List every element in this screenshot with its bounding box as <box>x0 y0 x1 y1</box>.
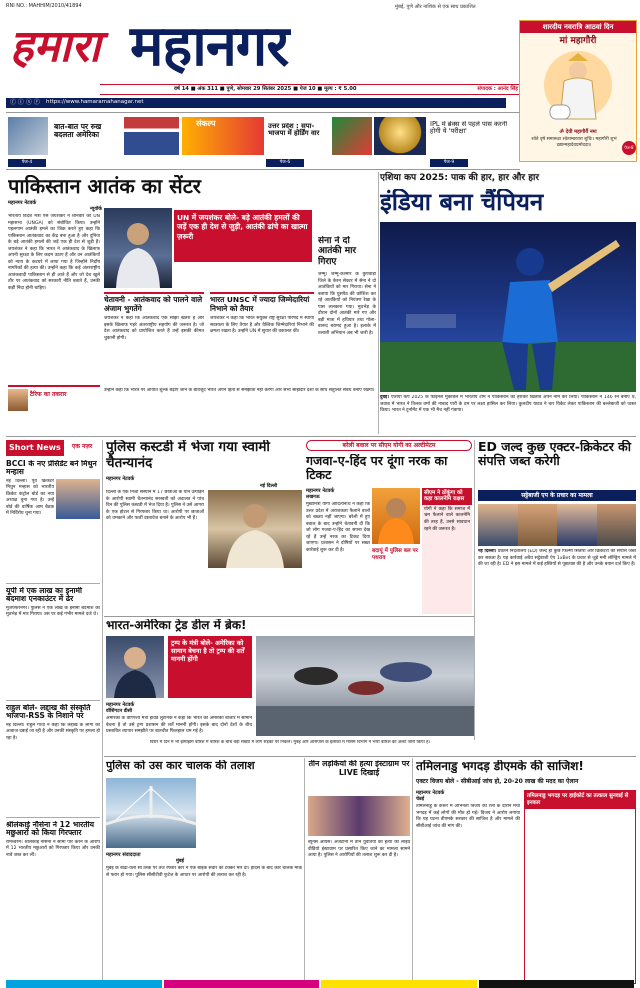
section-rule-2 <box>104 616 474 617</box>
registration-mark <box>0 980 640 988</box>
divider <box>6 700 100 701</box>
teaser-1[interactable] <box>6 115 181 167</box>
tariff-body: उन्होंने कहा कि भारत पर आयात शुल्क बढ़ाए जाने के बावजूद भारत अपने हितों से समझौता नहीं करेगा और सभी साझेदार देशों के साथ संतुलित संबंध बनाए रखेगा। <box>104 388 375 393</box>
bareilly-inset-body: योगी ने कहा कि समाज में भ्रम फैलाने वाले कालनेमि की तरह हैं, उनसे सावधान रहने की जरूरत है। <box>424 506 470 532</box>
teaser-1-page: पेज-4 <box>8 159 46 167</box>
car-body: मुंबई के बांद्रा-वर्ली सी लिंक पर तेज रफ्तार कार ने एक बाइक सवार को टक्कर मार दी। हादसे के बाद कार चालक मौके से फरार हो गया। पुलिस सीसीटीवी फुटेज के आधार पर आरोपी की तलाश कर रही है। <box>106 866 302 878</box>
editor-credit: संपादक : आनंद सिंह <box>477 86 518 92</box>
batsman-illustration <box>380 222 636 392</box>
car-headline: पुलिस को उस कार चालक की तलाश <box>106 760 255 772</box>
trade-body-col-2 <box>186 702 252 738</box>
divider <box>6 817 100 818</box>
trophy-image <box>374 117 426 155</box>
teaser-2-hoarding <box>182 117 264 155</box>
navratri-box <box>519 20 637 162</box>
sport-body <box>380 395 636 435</box>
person-silhouette <box>372 488 420 544</box>
sealink-photo <box>106 778 196 848</box>
navratri-title: शारदीय नवरात्रि आठवां दिन <box>520 21 636 33</box>
teaser-1-image <box>8 117 48 155</box>
army-subhead: सेना ने दो आतंकी मार गिराए <box>318 236 357 267</box>
live-body: ब्यूनस आयर्स। अर्जेंटीना में तीन युवतियों की हत्या का लाइव वीडियो इंस्टाग्राम पर प्रसारित किए जाने का मामला सामने आया है। पुलिस ने आरोपियों की तलाश शुरू कर दी है। <box>308 840 410 859</box>
jaishankar-photo <box>104 208 172 288</box>
tn-headline: तमिलनाडु भगदड़ डीएमके की साजिश! <box>416 760 584 773</box>
teaser-2-image-2 <box>332 117 372 155</box>
tariff-box <box>8 385 100 433</box>
teaser-1-image-2 <box>124 117 179 155</box>
short-news-header <box>6 440 102 456</box>
rain-scene <box>256 636 474 736</box>
short-news-body: रामेश्वरम। श्रीलंकाई नौसेना ने सीमा पार करने के आरोप में 12 भारतीय मछुआरों को गिरफ्तार किया और उनकी नावें जब्त कर लीं। <box>6 839 100 858</box>
lead-headline: पाकिस्तान आतंक का सेंटर <box>8 175 201 197</box>
teaser-2-text: उत्तर प्रदेश : सपा-भाजपा में होर्डिंग वार <box>268 123 320 138</box>
lead-quote: UN में जयशंकर बोले- बड़े आतंकी हमलों की जड़ें एक ही देश से जुड़ी, आतंकी ढांचे का खात्मा ज़रूरी <box>174 210 312 262</box>
sport-headline: इंडिया बना चैंपियन <box>380 189 544 216</box>
yogi-photo <box>372 488 420 544</box>
divider <box>6 583 100 584</box>
ed-banner-text: सट्टेबाजी एप के प्रचार का मामला <box>521 492 593 499</box>
short-news-photo <box>56 479 100 519</box>
ed-photo-4 <box>597 504 637 546</box>
tn-inset-head: तमिलनाडु भगदड़ पर हाईकोर्ट का तत्काल सुनवाई से इनकार <box>525 791 635 809</box>
bareilly-headline: गजवा-ए-हिंद पर दूंगा नरक का टिकट <box>306 454 448 482</box>
page-tag: पेज-8 <box>622 141 636 155</box>
tn-kicker: एक्टर विजय बोले - सीबीआई जांच हो, 20-20 लाख की मदद का ऐलान <box>416 778 579 785</box>
short-news-head: BCCI के नए प्रेसिडेंट बने मिथुन मन्हास <box>6 460 97 477</box>
column-divider <box>102 440 103 984</box>
ed-dateline: नई दिल्ली। <box>478 549 497 554</box>
lead-dateline: न्यूयॉर्क <box>90 207 102 212</box>
sport-dateline: दुबई। <box>380 395 390 400</box>
short-news-item[interactable] <box>6 587 100 697</box>
bareilly-dateline: लखनऊ <box>306 495 320 500</box>
social-icons: ⓕ Ⓘ ⓧ ⓨ <box>10 99 40 106</box>
bareilly-body: मुख्यमंत्री योगी आदित्यनाथ ने कहा कि उत्तर प्रदेश में अराजकता फैलाने वालों को बख्शा नहीं जाएगा। बरेली में हुए बवाल के बाद उन्होंने चेतावनी दी कि जो लोग गजवा-ए-हिंद का सपना देख रहे हैं उन्हें नरक का टिकट दिया जाएगा। प्रशासन ने दोषियों पर सख्त कार्रवाई शुरू कर दी है। <box>306 502 370 553</box>
short-news-item[interactable] <box>6 704 100 814</box>
person-silhouette <box>104 208 172 288</box>
short-news-label-2: एक नज़र <box>72 443 93 450</box>
live-headline-box <box>308 760 410 792</box>
custody-byline: महानगर नेटवर्क <box>106 476 135 482</box>
registration-cyan <box>6 980 162 988</box>
teaser-2-hoarding-label: संकल्प <box>196 119 216 128</box>
tn-body: तमिलनाडु के करूर में अभिनेता विजय की रैली के दौरान मची भगदड़ में कई लोगों की मौत हो गई। विजय ने आरोप लगाया कि यह घटना डीएमके सरकार की साजिश है और मामले की सीबीआई जांच की मांग की। <box>416 804 520 829</box>
sport-body-text: एशिया कप 2025 के फाइनल मुकाबले में भारतीय टीम ने पाकिस्तान को हराकर खिताब अपने नाम कर लिया। पाकिस्तान ने 146 रन बनाए थे, जवाब में भारत ने तिलक वर्मा की नाबाद पारी के दम पर लक्ष्य हासिल कर लिया। कुलदीप यादव ने चार विकेट लेकर पाकिस्तान की बल्लेबाजी को ध्वस्त किया। भारत ने टूर्नामेंट में एक भी मैच नहीं गंवाया। <box>380 395 636 414</box>
registration-magenta <box>164 980 320 988</box>
section-rule-1 <box>6 436 636 437</box>
registration-black <box>479 980 635 988</box>
masthead-tagline: मुंबई, पुणे और नाशिक से एक साथ प्रकाशित <box>395 4 476 10</box>
custody-dateline: नई दिल्ली <box>260 484 278 489</box>
teaser-1-text: बात-बात पर रुख बदलता अमेरिका <box>54 123 102 140</box>
trump-photo <box>8 389 28 411</box>
logo-part-2: महानगर <box>130 14 289 79</box>
lutnick-photo <box>106 636 164 698</box>
live-headline: तीन लड़कियों की हत्या इंस्टाग्राम पर LIVE दिखाई <box>308 760 410 777</box>
ed-photo-2 <box>518 504 558 546</box>
short-news-head: यूपी में एक लाख का इनामी बदमाश एनकाउंटर में ढेर <box>6 587 83 604</box>
short-news-list <box>6 460 100 985</box>
car-body-col-2 <box>200 778 302 848</box>
website-bar <box>6 98 506 108</box>
logo-part-1: हमारा <box>10 21 101 72</box>
short-news-head: श्रीलंकाई नौसेना ने 12 भारतीय मछुआरों को किया गिरफ्तार <box>6 821 94 838</box>
bareilly-kicker-text: बरेली बवाल पर सीएम योगी का अल्टीमेटम <box>342 442 436 449</box>
logo <box>10 12 435 82</box>
trade-dateline: वॉशिंगटन डीसी <box>106 709 133 714</box>
issue-info: वर्ष 14 ■ अंक 311 ■ पुणे, सोमवार 29 सितंबर 2025 ■ पेज 10 ■ मूल्य : ₹ 5.00 <box>174 86 357 92</box>
bareilly-sub: बदायूं में पुलिस बल पर पथराव <box>372 548 418 561</box>
tn-dateline: चेन्नई <box>416 797 425 802</box>
website-link[interactable]: https://www.hamaramahanagar.net <box>46 99 144 105</box>
sport-kicker <box>380 172 636 186</box>
lead-byline: महानगर नेटवर्क <box>8 200 37 206</box>
goddess-illustration <box>538 47 618 127</box>
person-silhouette <box>208 490 302 568</box>
registration-yellow <box>321 980 477 988</box>
short-news-body: नई दिल्ली। पूर्व क्रिकेटर मिथुन मन्हास को भारतीय क्रिकेट कंट्रोल बोर्ड का नया अध्यक्ष चुना गया है। उन्हें बोर्ड की वार्षिक आम बैठक में निर्विरोध चुना गया। <box>6 478 54 517</box>
mantra-text: श्वेते वृषे समारूढा श्वेताम्बरधरा शुचिः। महागौरी शुभं दद्यान्महादेवप्रमोददा॥ <box>531 137 617 149</box>
bareilly-byline: महानगर नेटवर्क <box>306 488 335 494</box>
car-dateline: मुंबई <box>176 859 184 864</box>
tn-inset-body <box>525 809 635 959</box>
trade-headline: भारत-अमेरिका ट्रेड डील में ब्रेक! <box>106 619 247 632</box>
short-news-body: नई दिल्ली। राहुल गांधी ने कहा कि लद्दाख के लोगों की आवाज दबाई जा रही है और उनकी संस्कृति पर हमला हो रहा है। <box>6 722 100 741</box>
bareilly-kicker <box>306 440 472 451</box>
bareilly-inset <box>422 488 472 614</box>
ed-photo-strip <box>478 504 636 546</box>
sport-kicker-text: एशिया कप 2025: पाक की हार, हार और हार <box>380 173 539 183</box>
trade-byline: महानगर नेटवर्क <box>106 702 135 708</box>
short-news-body: मुजफ्फरनगर। पुलिस ने एक लाख के इनामी बदमाश को मुठभेड़ में मार गिराया। उस पर कई गंभीर मामले दर्ज थे। <box>6 605 100 618</box>
ed-headline: ED जल्द कुछ एक्टर-क्रिकेटर की संपत्ति जब्त करेगी <box>478 440 631 468</box>
section-rule-3 <box>104 756 636 757</box>
short-news-label: Short News <box>6 440 64 456</box>
mantra-label: ॐ देवी महागौर्यै नमः <box>559 129 597 135</box>
custody-headline: पुलिस कस्टडी में भेजा गया स्वामी चैतन्यानंद <box>106 440 270 471</box>
trade-body: अमेरिका के वाणिज्य मंत्री हॉवर्ड लुटनिक ने कहा कि भारत को अमेरिकी बाजार में सामान बेचना है तो उसे ट्रम्प प्रशासन की शर्तें माननी होंगी। इसके बाद दोनों देशों के बीच प्रस्तावित व्यापार समझौते पर बातचीत फिलहाल थम गई है। <box>106 716 252 735</box>
teaser-3-page: पेज-9 <box>430 159 468 167</box>
ed-body-text: प्रवर्तन निदेशालय (ED) जल्द ही कुछ फिल्मी सितारों और क्रिकेटरों की संपत्ति जब्त कर सकता है। यह कार्रवाई अवैध सट्टेबाजी ऐप 1xBet के प्रचार से जुड़े मनी लॉन्ड्रिंग मामले में की जा रही है। ED ने इस मामले में कई हस्तियों से पूछताछ की है और उनके बयान दर्ज किए हैं। <box>478 549 636 568</box>
ed-body <box>478 549 636 739</box>
teaser-2[interactable] <box>182 115 372 167</box>
navratri-deity: मां महागौरी <box>559 36 597 46</box>
custody-photo <box>208 490 302 568</box>
teaser-2-page: पेज-6 <box>266 159 304 167</box>
army-body: जम्मू। जम्मू-कश्मीर के कुपवाड़ा जिले के केरन सेक्टर में सेना ने दो आतंकियों को मार गिराया। सेना ने बताया कि घुसपैठ की कोशिश कर रहे आतंकियों को नियंत्रण रेखा के पास ललकारा गया। मुठभेड़ के दौरान दोनों आतंकी मारे गए और बड़ी मात्रा में हथियार तथा गोला-बारूद बरामद हुआ है। इलाके में तलाशी अभियान अब भी जारी है। <box>318 272 376 336</box>
person-silhouette <box>106 636 164 698</box>
column-divider <box>474 440 475 740</box>
teaser-3[interactable] <box>374 115 520 167</box>
cricket-photo <box>380 222 636 392</box>
ed-photo-1 <box>478 504 518 546</box>
rain-photo <box>256 636 474 736</box>
teaser-3-text: IPL में ब्रेक्स से पहले पास करनी होगी ये 'परीक्षा' <box>430 121 508 136</box>
unsc-body: जयशंकर ने कहा कि भारत संयुक्त राष्ट्र सुरक्षा परिषद में स्थायी सदस्यता के लिए तैयार है और वैश्विक जिम्मेदारियां निभाने की क्षमता रखता है। उन्होंने UN में सुधार की वकालत की। <box>210 316 314 335</box>
car-byline: महानगर संवाददाता <box>106 852 141 858</box>
lead-divider <box>378 172 379 434</box>
short-news-head: राहुल बोले- लद्दाख की संस्कृति भाजपा-RSS के निशाने पर <box>6 704 91 721</box>
custody-body: दिल्ली के एक निजी संस्थान में 17 छात्राओं के यौन उत्पीड़न के आरोपी स्वामी चैतन्यानंद सरस्वती को अदालत ने पांच दिन की पुलिस कस्टडी में भेज दिया है। पुलिस ने उसे आगरा के एक होटल से गिरफ्तार किया था। आरोपी पर छात्राओं को धमकाने और फर्जी दस्तावेज बनाने के आरोप भी हैं। <box>106 490 204 522</box>
teaser-strip <box>6 112 520 170</box>
trade-quote: ट्रम्प के मंत्री बोले- अमेरिका को सामान बेचना है तो ट्रम्प की शर्तें माननी होंगी <box>168 636 252 698</box>
column-divider <box>304 758 305 984</box>
column-divider <box>412 758 413 984</box>
rain-caption: विरार में दिन में भी झमाझम बारिश में बारिश के बीच बड़ी संख्या में लोग सड़कों पर निकले। मुंबई और आसपास के इलाकों में मौसम विभाग ने भारी बारिश का अलर्ट जारी किया है। <box>149 740 431 745</box>
ed-photo-3 <box>557 504 597 546</box>
warning-body: जयशंकर ने कहा कि आतंकवाद एक साझा खतरा है और इसके खिलाफ गहरे अंतरराष्ट्रीय सहयोग की जरूरत है। जो देश आतंकवाद को प्रायोजित करते हैं उन्हें इसकी कीमत चुकानी होगी। <box>104 316 204 341</box>
unsc-head: भारत UNSC में ज्यादा जिम्मेदारियां निभाने को तैयार <box>210 292 314 314</box>
bridge-illustration <box>106 778 196 848</box>
lead-body: भारतीय विदेश मंत्री एस जयशंकर ने शनिवार को UN महासभा (UNGA) को संबोधित किया। उन्होंने पहलगाम आतंकी हमले का जिक्र करते हुए कहा कि पाकिस्तान आतंकवाद का केंद्र बना हुआ है और दुनिया के बड़े आतंकी हमलों की जड़ें एक ही देश से जुड़ी हैं। जयशंकर ने कहा कि भारत ने आतंकवाद के खिलाफ अपनी सुरक्षा के लिए कदम उठाए हैं और उन आतंकियों को न्याय के कटघरे में लाया गया है जिन्होंने निर्दोष नागरिकों की हत्या की। उन्होंने कहा कि कई अंतरराष्ट्रीय आतंकवादी पाकिस्तान से ही आते हैं और जो देश खुले तौर पर आतंकवाद को सरकारी नीति बताते हैं, उनकी कड़ी निंदा होनी चाहिए। <box>8 214 100 291</box>
live-photo <box>308 796 410 836</box>
bareilly-inset-head: सीएम ने ठोंकूंगा को कहा कालनेमि राक्षस <box>422 488 472 505</box>
tariff-head: टैरिफ का तकरार <box>30 391 67 398</box>
tn-inset <box>524 790 636 984</box>
warning-head: चेतावनी - आतंकवाद को पालने वाले अंजाम भुगतेंगे <box>104 292 204 314</box>
short-news-item[interactable] <box>6 821 100 951</box>
tn-byline: महानगर नेटवर्क <box>416 790 445 796</box>
ed-banner <box>478 490 636 501</box>
issue-bar <box>100 84 520 95</box>
rni-number: RNI NO.: MAHHIM/2010/41894 <box>6 3 82 9</box>
short-news-item[interactable] <box>6 460 100 580</box>
